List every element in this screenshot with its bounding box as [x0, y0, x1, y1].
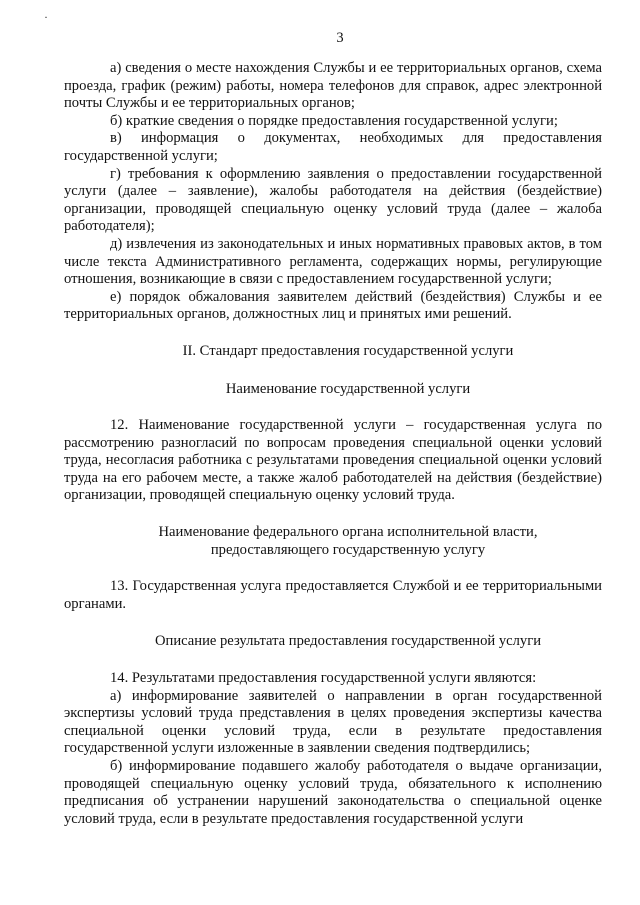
- paragraph-a: а) сведения о месте нахождения Службы и ее территориальных органов, схема проезда, график (режим) работы, номера телефонов для справок, адрес электронной почты Службы и ее территориальных органов;: [64, 60, 602, 112]
- paragraph-v: в) информация о документах, необходимых для предоставления государственной услуги;: [64, 130, 602, 164]
- section-title: II. Стандарт предоставления государственной услуги: [182, 342, 514, 359]
- paragraph-12: 12. Наименование государственной услуги – государственная услуга по рассмотрению разногласий по вопросам проведения специальной оценки условий труда, несогласия работника с результатами проведения специальной оценки условий труда на его рабочем месте, а также жалоб работодателей на действия (бездействие) организации, проводящей специальную оценку условий труда.: [64, 417, 602, 504]
- paragraph-d: д) извлечения из законодательных и иных нормативных правовых актов, в том числе текста Административного регламента, содержащих нормы, регулирующие отношения, возникающие в связи с предоставлением государственной услуги;: [64, 235, 602, 288]
- paragraph-14a: а) информирование заявителей о направлении в орган государственной экспертизы условий труда представления в целях проведения экспертизы качества специальной оценки условий труда, если в результате предоставления государственной услуги изложенные в заявлении сведения подтвердились;: [64, 687, 602, 757]
- paragraph-g: г) требования к оформлению заявления о предоставлении государственной услуги (далее – заявление), жалобы работодателя на действия (бездействие) организации, проводящей специальную оценку условий труда (далее – жалоба работодателя);: [64, 165, 602, 235]
- paragraph-e: е) порядок обжалования заявителем действий (бездействия) Службы и ее территориальных органов, должностных лиц и принятых ими решений.: [64, 288, 602, 323]
- page-number: 3: [336, 30, 344, 46]
- paragraph-13: 13. Государственная услуга предоставляется Службой и ее территориальными органами.: [64, 578, 602, 612]
- subsection-authority-title-line2: предоставляющего государственную услугу: [210, 541, 486, 558]
- paragraph-b: б) краткие сведения о порядке предоставления государственной услуги;: [110, 112, 558, 129]
- document-body: [64, 60, 602, 828]
- scan-speck: ·: [44, 10, 48, 24]
- paragraph-14: 14. Результатами предоставления государственной услуги являются:: [110, 670, 537, 687]
- paragraph-14b: б) информирование подавшего жалобу работодателя о выдаче организации, проводящей специальную оценку условий труда, обязательного к исполнению предписания об устранении нарушений законодательства о специальной оценке условий труда, если в результате предоставления государственной услуги: [64, 758, 602, 827]
- subsection-authority-title-line1: Наименование федерального органа исполнительной власти,: [158, 524, 538, 541]
- subsection-name-title: Наименование государственной услуги: [225, 380, 471, 397]
- subsection-result-title: Описание результата предоставления государственной услуги: [154, 633, 542, 650]
